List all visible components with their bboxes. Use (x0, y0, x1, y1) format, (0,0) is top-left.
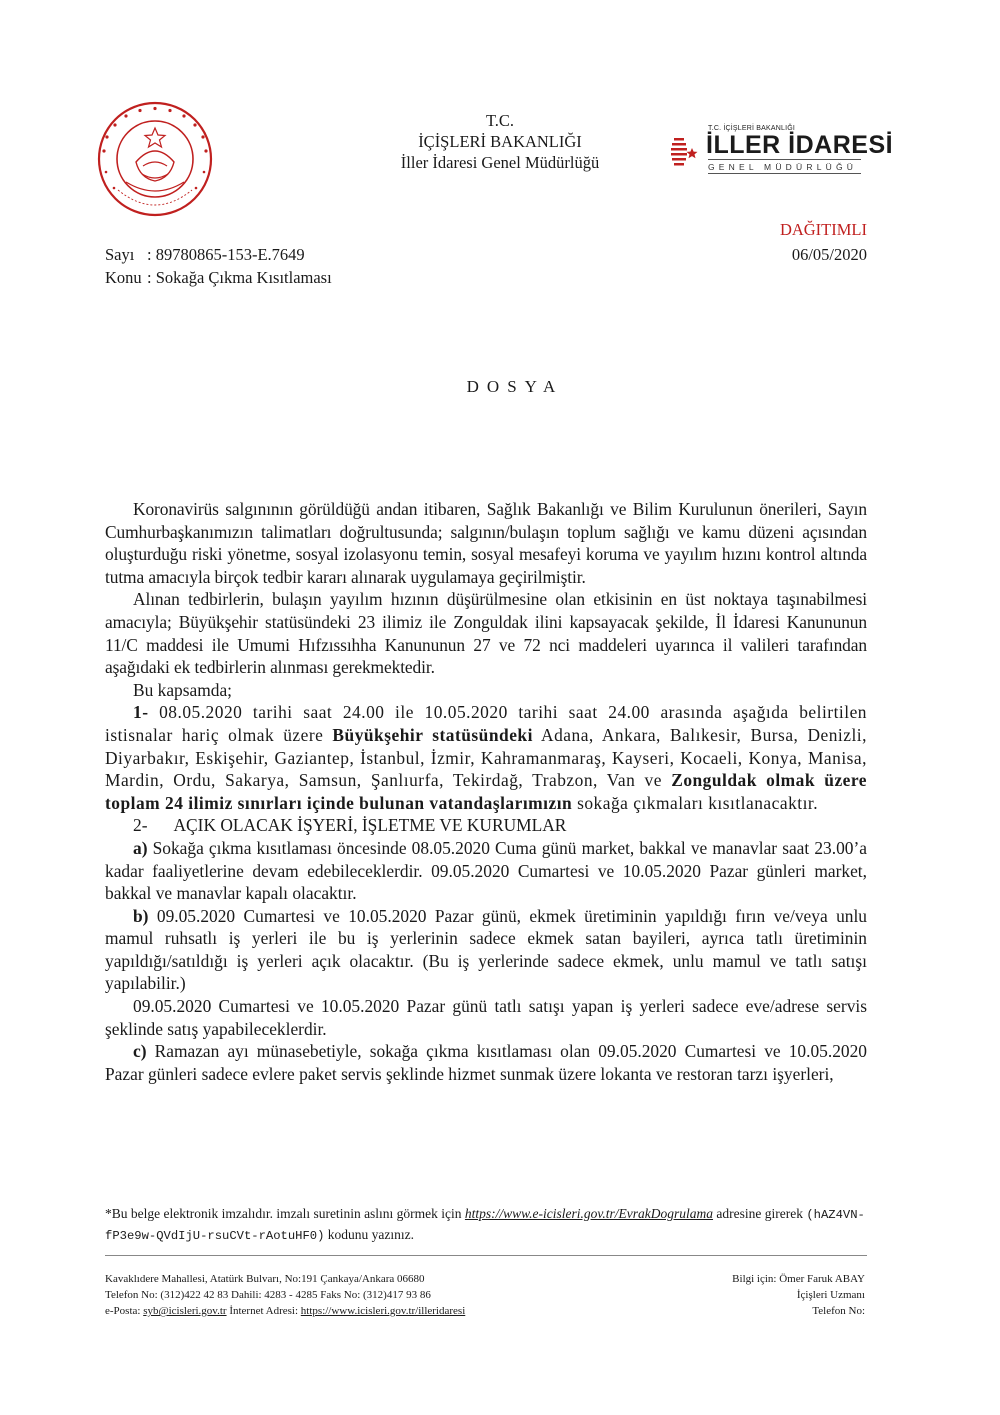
info-contact: Bilgi için: Ömer Faruk ABAY (732, 1273, 865, 1285)
email-label: e-Posta: (105, 1305, 144, 1317)
text: 09.05.2020 Cumartesi ve 10.05.2020 Pazar günü, ekmek üretiminin yapıldığı fırın ve/veya unlu mamul ruhsatlı iş yerleri ile bu iş yerlerinin sadece ekmek satan bayileri, ayrıca tatlı üretiminin yapıldığı/satıldığı iş yerleri açık olacaktır. (Bu iş yerlerinde sadece ekmek, unlu mamul ve tatlı satışı yapılabilir.) (105, 905, 867, 994)
document-title: DOSYA (466, 377, 564, 396)
info-title: İçişleri Uzmanı (796, 1289, 865, 1301)
item-label: c) (133, 1041, 147, 1062)
republic-seal-icon (96, 100, 214, 218)
item-label: a) (133, 837, 148, 858)
bold-text: Büyükşehir statüsündeki (332, 724, 533, 745)
paragraph-item-a (105, 837, 867, 905)
paragraph: Koronavirüs salgınının görüldüğü andan itibaren, Sağlık Bakanlığı ve Bilim Kurulunun önerileri, Sayın Cumhurbaşkanımızın talimatları doğrultusunda; salgının/bulaşın toplum sağlığı ve kamu düzeni açısından oluşturduğu riski yönetme, sosyal izolasyonu temin, sosyal mesafeyi koruma ve yayılım hızını kontrol altında tutma amacıyla birçok tedbir kararı alınarak uygulamaya geçirilmiştir. (105, 499, 867, 587)
paragraph-item-1 (105, 701, 867, 814)
footer-email-web (105, 1303, 465, 1319)
text: Adana, Ankara, Balıkesir, Bursa, Denizli, Diyarbakır, Eskişehir, Gaziantep, İstanbul, İzmir, Kahramanmaraş, Kayseri, Kocaeli, Konya, Manisa, Mardin, Ordu, Sakarya, Samsun, Şanlıurfa, Tekirdağ, Trabzon, Van ve (105, 724, 867, 791)
crescent-star-logo-icon (652, 128, 702, 176)
distribution-label: DAĞITIMLI (779, 220, 867, 239)
paragraph: Alınan tedbirlerin, bulaşın yayılım hızının düşürülmesine olan etkisinin en üst noktaya taşınabilmesi amacıyla; Büyükşehir statüsündeki 23 ilimiz ile Zonguldak ilini kapsayacak şekilde, İl İdaresi Kanununun 11/C maddesi ile Umumi Hıfzıssıhha Kanununun 27 ve 72 nci maddeleri uyarınca il valileri tarafından aşağıdaki ek tedbirlerin alınması gerekmektedir. (105, 589, 867, 678)
footnote-text: kodunu yazınız. (324, 1227, 415, 1242)
signature-footnote (105, 1204, 875, 1246)
text: Ramazan ayı münasebetiyle, sokağa çıkma kısıtlaması olan 09.05.2020 Cumartesi ve 10.05.2020 Pazar günleri sadece evlere paket servis şeklinde hizmet sunmak üzere lokanta ve restoran tarzı işyerleri, (105, 1041, 867, 1084)
footer-divider (105, 1255, 867, 1256)
document-date: 06/05/2020 (791, 245, 867, 264)
website-link[interactable]: https://www.icisleri.gov.tr/illeridaresi (300, 1305, 466, 1317)
email-link[interactable]: syb@icisleri.gov.tr (143, 1305, 227, 1317)
verification-code: (hAZ4VN-fP3e9w-QVdIjU-rsuCVt-rAotuHF0) (105, 1208, 865, 1243)
footnote-text: adresine girerek (713, 1206, 807, 1221)
brand-divider (708, 173, 861, 174)
header-line-directorate: İller İdaresi Genel Müdürlüğü (400, 153, 600, 172)
web-label: İnternet Adresi: (226, 1305, 301, 1317)
paragraph: Bu kapsamda; (133, 679, 233, 700)
paragraph: 09.05.2020 Cumartesi ve 10.05.2020 Pazar günü tatlı satışı yapan iş yerleri sadece eve/adrese servis şeklinde satış yapabileceklerdir. (105, 996, 867, 1039)
footer-contact (105, 1271, 465, 1319)
reference-value: : 89780865-153-E.7649 (147, 245, 305, 264)
footer-info (732, 1271, 865, 1319)
header-line-tc: T.C. (485, 111, 515, 130)
info-phone: Telefon No: (812, 1305, 865, 1317)
text: sokağa çıkmaları kısıtlanacaktır. (572, 792, 819, 813)
reference-number (105, 245, 305, 265)
section-heading: AÇIK OLACAK İŞYERİ, İŞLETME VE KURUMLAR (173, 815, 567, 836)
subject-label: Konu (105, 268, 142, 287)
item-number: 2- (133, 815, 148, 836)
brand-small-text: T.C. İÇİŞLERİ BAKANLIĞI (708, 125, 796, 132)
paragraph-item-b (105, 905, 867, 995)
bold-text: Zonguldak olmak üzere toplam 24 ilimiz sınırları içinde bulunan vatandaşlarımızın (105, 770, 868, 813)
footer-phone: Telefon No: (312)422 42 83 Dahili: 4283 - 4285 Faks No: (312)417 93 86 (105, 1289, 431, 1301)
brand-subtitle: GENEL MÜDÜRLÜĞÜ (708, 162, 858, 172)
text: 08.05.2020 tarihi saat 24.00 ile 10.05.2020 tarihi saat 24.00 arasında aşağıda belirtilen istisnalar hariç olmak üzere (105, 702, 867, 745)
subject-line (105, 268, 332, 288)
paragraph-item-2 (105, 814, 867, 837)
item-label: b) (133, 905, 149, 926)
letterhead (300, 110, 700, 173)
iller-idaresi-logo (652, 124, 894, 174)
reference-label: Sayı (105, 245, 135, 264)
footer-address: Kavaklıdere Mahallesi, Atatürk Bulvarı, No:191 Çankaya/Ankara 06680 (105, 1273, 425, 1285)
paragraph-item-c (105, 1040, 867, 1085)
subject-value: : Sokağa Çıkma Kısıtlaması (147, 268, 332, 287)
item-number: 1- (133, 702, 149, 723)
text: Sokağa çıkma kısıtlaması öncesinde 08.05.2020 Cuma günü market, bakkal ve manavlar saat 23.00’a kadar faaliyetlerine devam edebileceklerdir. 09.05.2020 Cumartesi ve 10.05.2020 Pazar günleri market, bakkal ve manavlar kapalı olacaktır. (105, 837, 867, 904)
document-body (105, 498, 867, 1085)
brand-name: İLLER İDARESİ (706, 131, 894, 159)
header-line-ministry: İÇİŞLERİ BAKANLIĞI (418, 132, 582, 151)
brand-divider (708, 159, 861, 160)
verification-link[interactable]: https://www.e-icisleri.gov.tr/EvrakDogrulama (464, 1206, 714, 1221)
footnote-text: *Bu belge elektronik imzalıdır. imzalı suretinin aslını görmek için (105, 1206, 465, 1221)
